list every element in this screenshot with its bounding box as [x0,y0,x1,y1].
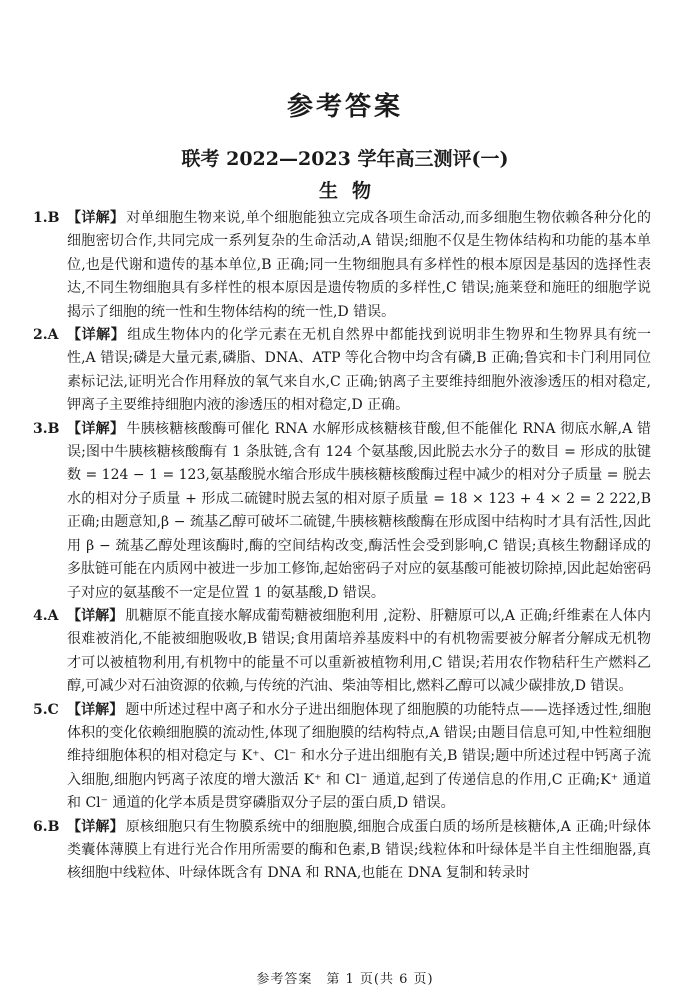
explanation-tag: 【详解】 [67,818,124,835]
page-title: 参考答案 [286,92,403,122]
question-number: 5. [33,701,48,718]
explanation-tag: 【详解】 [67,701,124,718]
question-number: 1. [33,210,48,226]
answer-head [33,605,59,628]
explanation-tag: 【详解】 [67,210,125,226]
answer-choice: B [47,818,60,835]
explanation-text: 肌糖原不能直接水解成葡萄糖被细胞利用 ,淀粉、肝糖原可以,A 正确;纤维素在人体内很难被消化,不能被细胞吸收,B 错误;食用菌培养基废料中的有机物需要被分解者分解成无机物才可以被植物利用,有机物中的能量不可以重新被植物利用,C 错误;若用农作物秸秆生产燃料乙醇,可减少对石油资源的依赖,与传统的汽油、柴油等相比,燃料乙醇可以减少碳排放,D 错误。 [67,607,651,695]
answer-choice: B [47,420,60,437]
explanation-tag: 【详解】 [67,607,124,624]
answer-head [33,699,59,722]
explanation-text: 原核细胞只有生物膜系统中的细胞膜,细胞合成蛋白质的场所是核糖体,A 正确;叶绿体类囊体薄膜上有进行光合作用所需要的酶和色素,B 错误;线粒体和叶绿体是半自主性细胞器,真核细胞中线粒体、叶绿体既含有 DNA 和 RNA,也能在 DNA 复制和转录时 [67,818,651,882]
explanation-tag: 【详解】 [67,327,126,344]
explanation-tag: 【详解】 [67,420,125,437]
explanation-text: 对单细胞生物来说,单个细胞能独立完成各项生命活动,而多细胞生物依赖各种分化的细胞密切合作,共同完成一系列复杂的生命活动,A 错误;细胞不仅是生物体结构和功能的基本单位,也是代谢和遗传的基本单位,B 正确;同一生物细胞具有多样性的根本原因是基因的选择性表达,不同生物细胞具有多样性的根本原因是遗传物质的多样性,C 错误;施莱登和施旺的细胞学说揭示了细胞的统一性和生物体结构的统一性,D 错误。 [67,210,651,320]
answer-choice: C [47,701,59,718]
question-number: 2. [33,327,48,344]
answer-choice: B [47,210,60,226]
answer-head [33,324,59,347]
answer-list [33,207,651,886]
answer-choice: A [47,607,59,624]
page-footer: 参考答案 第 1 页(共 6 页) [256,972,434,987]
answer-choice: A [47,327,59,344]
question-number: 4. [33,607,48,624]
answer-head [33,418,59,441]
answer-item-1 [33,207,651,324]
answer-item-6 [33,816,651,886]
subject-heading: 生物 [318,180,385,202]
answer-item-2 [33,324,651,418]
answer-item-5 [33,699,651,816]
explanation-text: 牛胰核糖核酸酶可催化 RNA 水解形成核糖核苷酸,但不能催化 RNA 彻底水解,A 错误;图中牛胰核糖核酸酶有 1 条肽链,含有 124 个氨基酸,因此脱去水分子的数目 = 形成的肽键数 = 124 − 1 = 123,氨基酸脱水缩合形成牛胰核糖核酸酶过程中减少的相对分子质量 = 脱去水的相对分子质量 + 形成二硫键时脱去氢的相对原子质量 = 18 × 123 + 4 × 2 = 2 222,B 正确;由题意知,β − 巯基乙醇可破坏二硫键,牛胰核糖核酸酶在形成图中结构时才具有活性,因此用 β − 巯基乙醇处理该酶时,酶的空间结构改变,酶活性会受到影响,C 错误;真核生物翻译成的多肽链可能在内质网中被进一步加工修饰,起始密码子对应的氨基酸可能被切除掉,因此起始密码子对应的氨基酸不一定是位置 1 的氨基酸,D 错误。 [67,420,651,601]
answer-head [33,207,59,230]
explanation-text: 题中所述过程中离子和水分子进出细胞体现了细胞膜的功能特点——选择透过性,细胞体积的变化依赖细胞膜的流动性,体现了细胞膜的结构特点,A 错误;由题目信息可知,中性粒细胞维持细胞体积的相对稳定与 K⁺、Cl⁻ 和水分子进出细胞有关,B 错误;题中所述过程中钙离子流入细胞,细胞内钙离子浓度的增大激活 K⁺ 和 Cl⁻ 通道,起到了传递信息的作用,C 正确;K⁺ 通道和 Cl⁻ 通道的化学本质是贯穿磷脂双分子层的蛋白质,D 错误。 [67,701,651,812]
question-number: 3. [33,420,48,437]
answer-head [33,816,59,839]
explanation-text: 组成生物体内的化学元素在无机自然界中都能找到说明非生物界和生物界具有统一性,A 错误;磷是大量元素,磷脂、DNA、ATP 等化合物中均含有磷,B 正确;鲁宾和卡门利用同位素标记法,证明光合作用释放的氧气来自水,C 正确;钠离子主要维持细胞外液渗透压的相对稳定,钾离子主要维持细胞内液的渗透压的相对稳定,D 正确。 [67,327,652,414]
answer-item-4 [33,605,651,699]
question-number: 6. [33,818,48,835]
exam-subtitle: 联考 2022—2023 学年高三测评(一) [181,148,509,170]
answer-item-3 [33,418,651,605]
